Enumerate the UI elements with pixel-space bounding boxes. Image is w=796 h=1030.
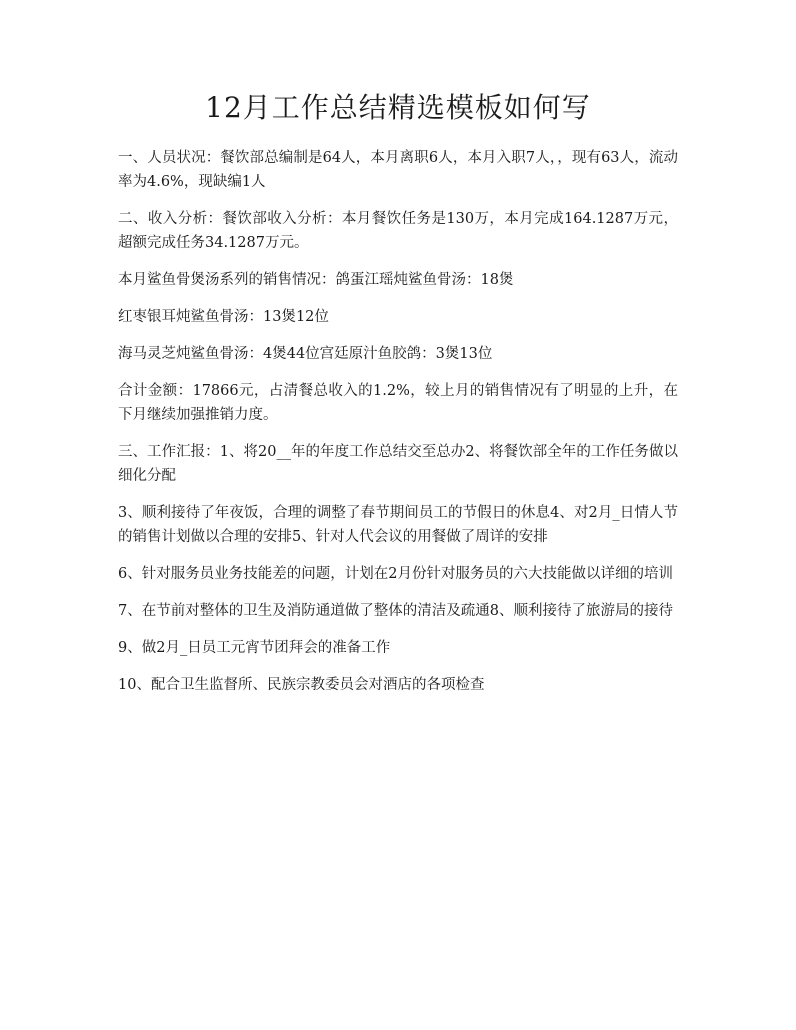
paragraph-jujube-soup: 红枣银耳炖鲨鱼骨汤：13煲12位 <box>118 309 329 325</box>
document-title: 12月工作总结精选模板如何写 <box>205 91 591 124</box>
paragraph-soup-sales: 本月鲨鱼骨煲汤系列的销售情况：鸽蛋江瑶炖鲨鱼骨汤：18煲 <box>118 272 514 288</box>
paragraph-work-report: 三、工作汇报：1、将20__年的年度工作总结交至总办2、将餐饮部全年的工作任务做以细化分配 <box>118 444 678 484</box>
paragraph-revenue-analysis: 二、收入分析：餐饮部收入分析：本月餐饮任务是130万，本月完成164.1287万元，超额完成任务34.1287万元。 <box>118 211 678 251</box>
paragraph-seahorse-soup: 海马灵芝炖鲨鱼骨汤：4煲44位宫廷原汁鱼胶鸽：3煲13位 <box>118 346 493 362</box>
paragraph-item-6: 6、针对服务员业务技能差的问题，计划在2月份针对服务员的六大技能做以详细的培训 <box>118 566 673 582</box>
paragraph-item-9: 9、做2月_日员工元宵节团拜会的准备工作 <box>118 640 391 656</box>
paragraph-item-7: 7、在节前对整体的卫生及消防通道做了整体的清洁及疏通8、顺利接待了旅游局的接待 <box>118 603 673 619</box>
paragraph-item-10: 10、配合卫生监督所、民族宗教委员会对酒店的各项检查 <box>118 677 485 693</box>
paragraph-item-3: 3、顺利接待了年夜饭，合理的调整了春节期间员工的节假日的休息4、对2月_日情人节的销售计划做以合理的安排5、针对人代会议的用餐做了周详的安排 <box>118 505 678 545</box>
paragraph-staff-status: 一、人员状况：餐饮部总编制是64人，本月离职6人，本月入职7人，，现有63人，流动率为4.6%，现缺编1人 <box>118 150 678 190</box>
paragraph-total-amount: 合计金额：17866元，占清餐总收入的1.2%，较上月的销售情况有了明显的上升，在下月继续加强推销力度。 <box>118 383 678 423</box>
